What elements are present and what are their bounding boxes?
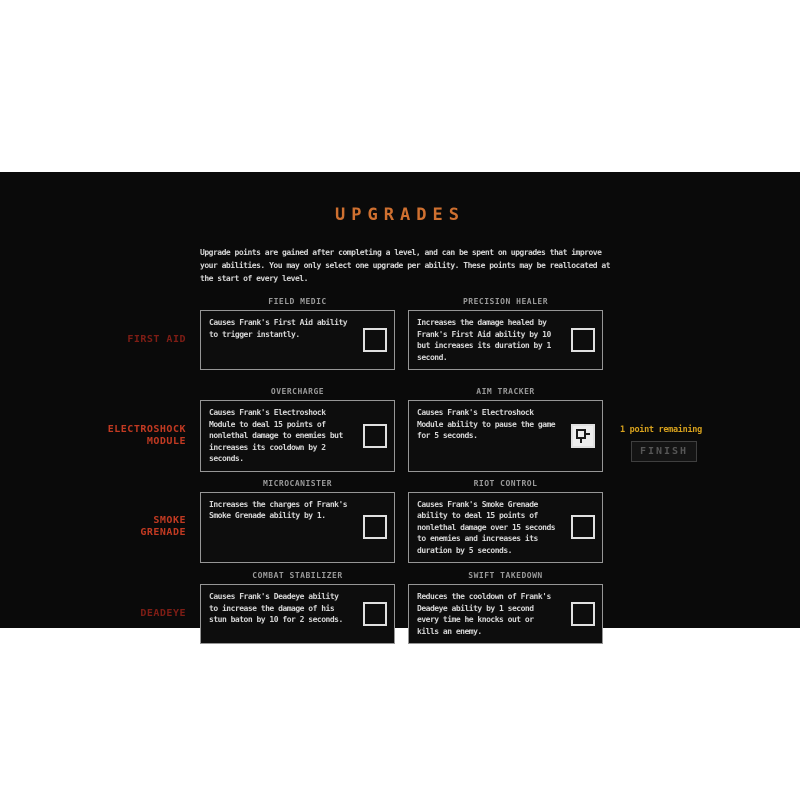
upgrade-description: Causes Frank's Electroshock Module to deal 15 points of nonlethal damage to enemies but increases its cooldown by 2 seconds. [209,408,343,463]
ability-label-electroshock-module: ELECTROSHOCK MODULE [107,423,186,447]
upgrade-card-aim-tracker[interactable] [408,400,603,472]
upgrade-title-riot-control: RIOT CONTROL [473,478,538,488]
upgrade-card-overcharge[interactable] [200,400,395,472]
upgrade-checkbox-aim-tracker[interactable] [571,424,595,448]
upgrade-checkbox-overcharge[interactable] [363,424,387,448]
upgrade-card-microcanister[interactable] [200,492,395,564]
upgrade-checkbox-field-medic[interactable] [363,328,387,352]
upgrade-title-swift-takedown: SWIFT TAKEDOWN [468,571,543,580]
cursor-icon [576,429,590,443]
ability-label-smoke-grenade: SMOKE GRENADE [140,515,186,539]
upgrade-grid [0,297,800,644]
upgrade-title-combat-stabilizer: COMBAT STABILIZER [252,571,343,580]
upgrade-description: Increases the charges of Frank's Smoke Grenade ability by 1. [209,499,348,520]
points-panel [620,425,740,462]
upgrade-description: Reduces the cooldown of Frank's Deadeye ability by 1 second every time he knocks out or kills an enemy. [417,592,551,636]
upgrade-card-field-medic[interactable] [200,310,395,370]
screen-description: Upgrade points are gained after completing a level, and can be spent on upgrades that improve your abilities. You may only select one upgrade per ability. These points may be reallocated at the start of every level. [200,248,611,283]
upgrade-card-swift-takedown[interactable] [408,584,603,644]
upgrade-checkbox-precision-healer[interactable] [571,328,595,352]
ability-label-deadeye: DEADEYE [140,608,186,619]
page-title: UPGRADES [335,205,465,225]
upgrade-description: Causes Frank's First Aid ability to trigger instantly. [209,318,348,339]
upgrade-card-riot-control[interactable] [408,492,603,564]
upgrades-screen [0,172,800,636]
upgrade-card-combat-stabilizer[interactable] [200,584,395,644]
upgrade-checkbox-swift-takedown[interactable] [571,602,595,626]
upgrade-description: Causes Frank's Deadeye ability to increase the damage of his stun baton by 10 for 2 seconds. [209,592,343,624]
finish-button[interactable]: FINISH [631,441,697,462]
upgrade-description: Increases the damage healed by Frank's First Aid ability by 10 but increases its duration by 1 second. [417,318,551,362]
upgrade-title-aim-tracker: AIM TRACKER [476,387,535,396]
upgrade-title-microcanister: MICROCANISTER [262,478,333,488]
upgrade-title-field-medic: FIELD MEDIC [268,297,327,306]
upgrade-checkbox-microcanister[interactable] [363,515,387,539]
upgrade-description: Causes Frank's Electroshock Module ability to pause the game for 5 seconds. [417,408,556,440]
upgrade-checkbox-riot-control[interactable] [571,515,595,539]
upgrade-card-precision-healer[interactable] [408,310,603,370]
upgrade-row-smoke-grenade [0,479,800,564]
upgrade-title-overcharge: OVERCHARGE [270,387,325,396]
upgrade-checkbox-combat-stabilizer[interactable] [363,602,387,626]
points-remaining-label: 1 point remaining [620,425,702,435]
upgrade-row-first-aid [0,297,800,370]
ability-label-first-aid: FIRST AID [127,334,186,345]
upgrade-description: Causes Frank's Smoke Grenade ability to deal 15 points of nonlethal damage over 15 seconds to enemies and increases its duration by 5 seconds. [417,499,556,555]
upgrade-title-precision-healer: PRECISION HEALER [462,297,549,306]
upgrade-row-deadeye [0,571,800,644]
